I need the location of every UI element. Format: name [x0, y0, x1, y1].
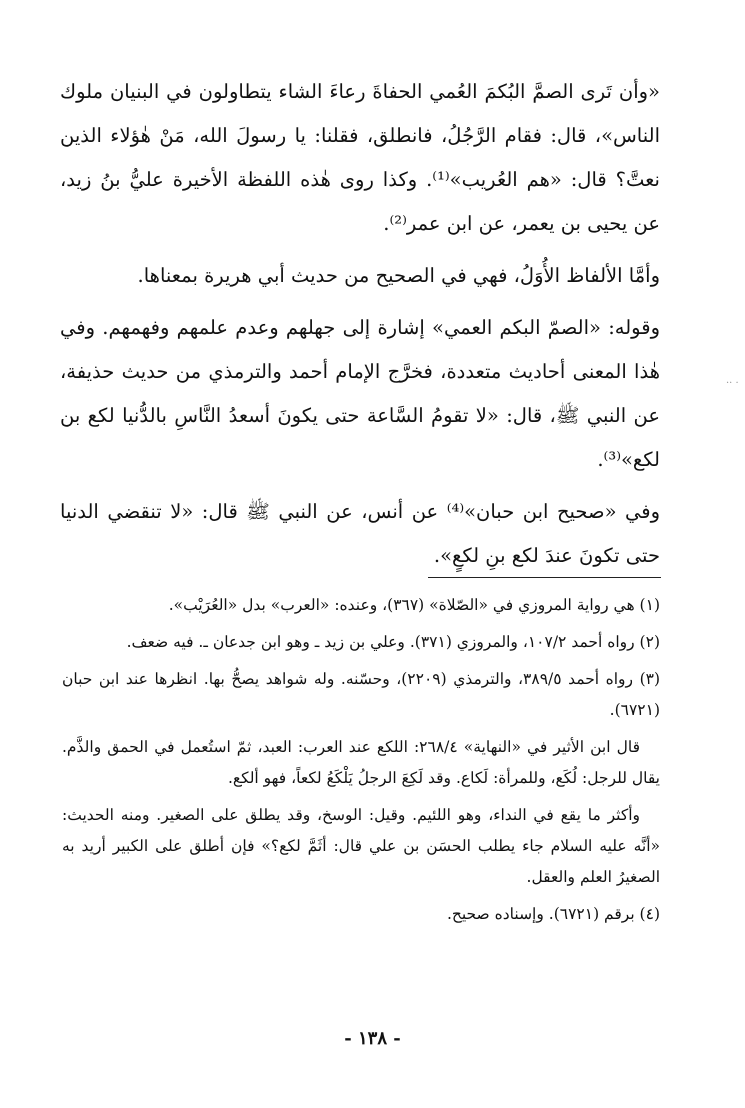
main-text	[60, 70, 660, 578]
margin-dots-decoration: ·· ·	[726, 378, 739, 389]
footnote-1: (١) هي رواية المروزي في «الصّلاة» (٣٦٧)، وعنده: «العرب» بدل «العُرَيْب».	[168, 596, 660, 614]
paragraph-1: «وأن تَرى الصمَّ البُكمَ العُمي الحفاةَ رعاءَ الشاء يتطاولون في البنيان ملوك الناس»، قال: فقام الرَّجُلُ، فانطلق، فقلنا: يا رسولَ الله، مَنْ هٰؤلاء الذين نعتَّ؟ قال: «هم العُريب»⁽¹⁾. وكذا روى هٰذه اللفظة الأخيرة عليُّ بنُ زيد، عن يحيى بن يعمر، عن ابن عمر⁽²⁾.	[60, 80, 660, 235]
page-number: - ١٣٨ -	[344, 1028, 401, 1049]
footnote-3: (٣) رواه أحمد ٣٨٩/٥، والترمذي (٢٢٠٩)، وحسّنه. وله شواهد يصحُّ بها. انظرها عند ابن حبان (٦٧٢١).	[62, 670, 661, 719]
footnote-3-note-1: قال ابن الأثير في «النهاية» ٢٦٨/٤: اللكع عند العرب: العبد، ثمّ استُعمل في الحمق والذَّم. يقال للرجل: لُكَع، وللمرأة: لَكاع. وقد لَكِعَ الرجلُ يَلْكَعُ لكعاً، فهو ألكع.	[62, 738, 660, 787]
footnote-4: (٤) برقم (٦٧٢١). وإسناده صحيح.	[446, 905, 660, 923]
footnote-2: (٢) رواه أحمد ١٠٧/٢، والمروزي (٣٧١). وعلي بن زيد ـ وهو ابن جدعان ـ. فيه ضعف.	[126, 633, 660, 651]
footnotes	[62, 590, 660, 930]
paragraph-3: وقوله: «الصمّ البكم العمي» إشارة إلى جهلهم وعدم علمهم وفهمهم. وفي هٰذا المعنى أحاديث متعددة، فخرَّج الإمام أحمد والترمذي من حديث حذيفة، عن النبي ﷺ، قال: «لا تقومُ السَّاعة حتى يكونَ أسعدُ النَّاسِ بالدُّنيا لكع بن لكع»⁽³⁾.	[60, 316, 660, 471]
paragraph-4: وفي «صحيح ابن حبان»⁽⁴⁾ عن أنس، عن النبي ﷺ قال: «لا تنقضي الدنيا حتى تكونَ عندَ لكع بنِ لكعٍ».	[60, 500, 660, 567]
footnote-3-note-2: وأكثر ما يقع في النداء، وهو اللئيم. وقيل: الوسخ، وقد يطلق على الصغير. ومنه الحديث: «أنَّه عليه السلام جاء يطلب الحسَن بن علي قال: أثَمَّ لكع؟» فإن أطلق على الكبير أريد به الصغيرُ العلم والعقل.	[62, 806, 660, 886]
footnote-separator	[428, 577, 661, 578]
paragraph-2: وأمَّا الألفاظ الأُوَلُ، فهي في الصحيح من حديث أبي هريرة بمعناها.	[137, 264, 660, 287]
